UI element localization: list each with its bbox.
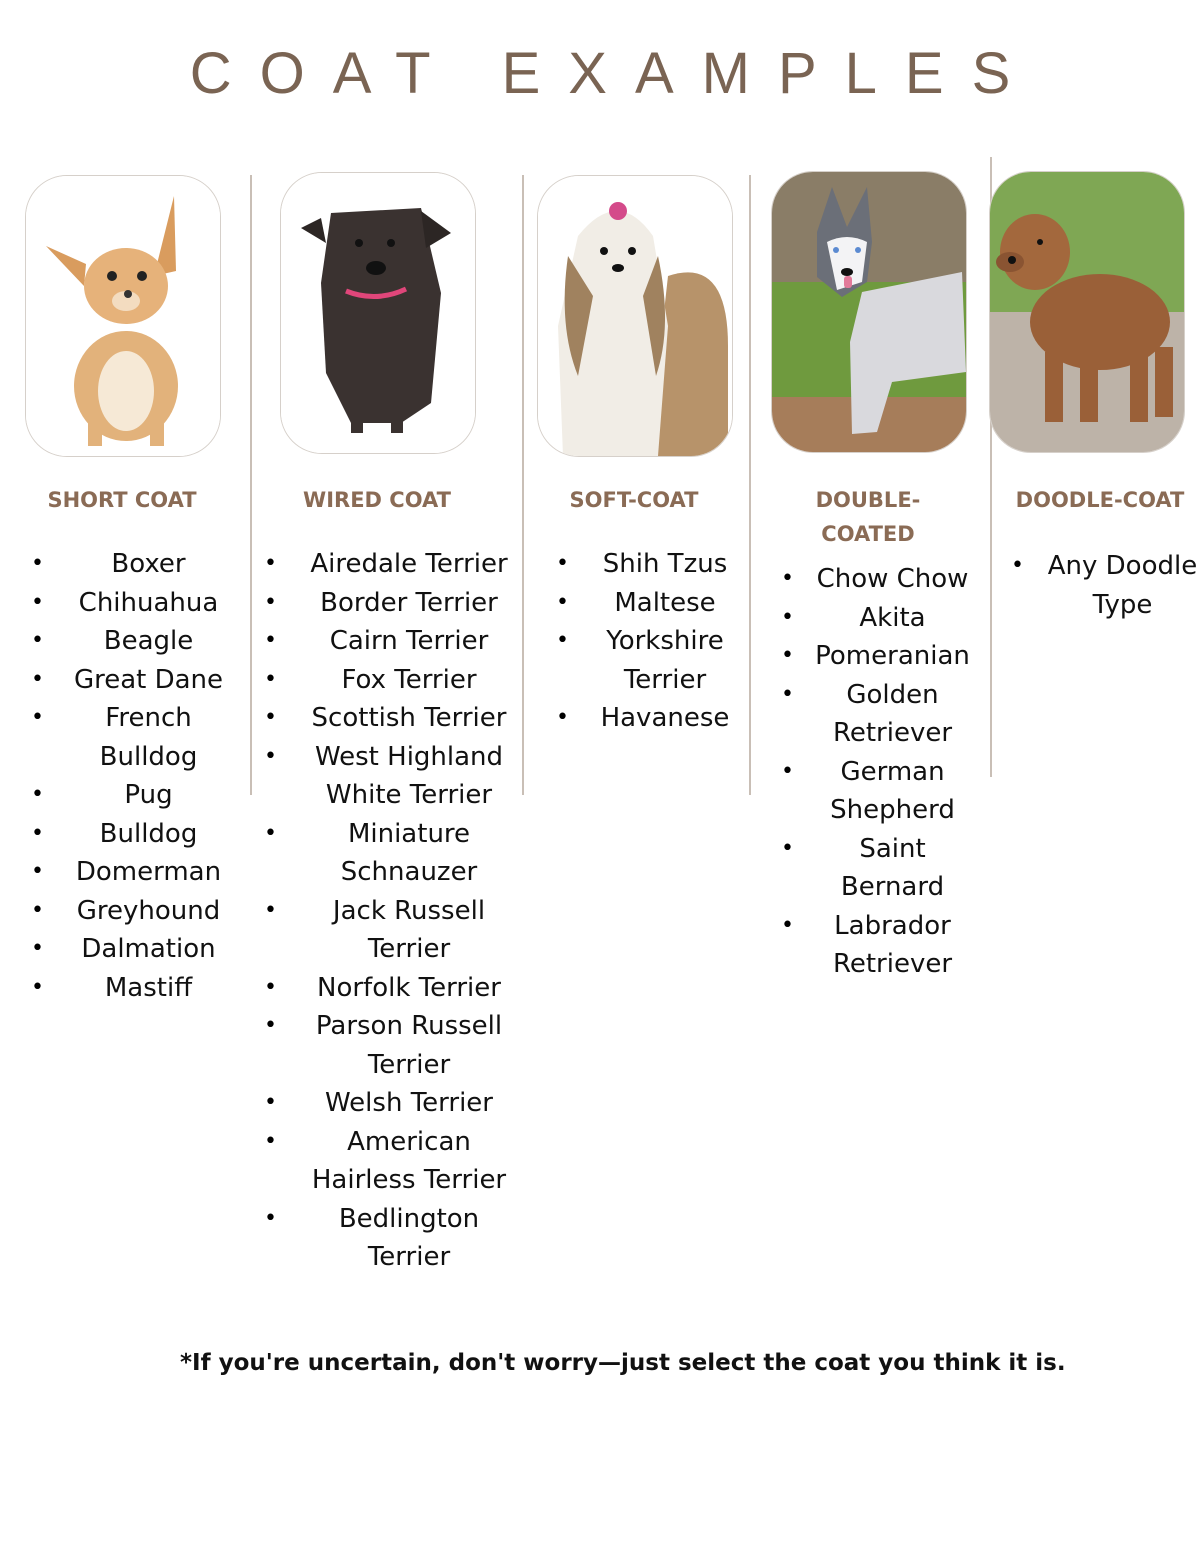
list-item: • Jack Russell Terrier [258, 892, 520, 969]
list-item: • Pug [25, 776, 230, 815]
list-item: • Any Doodle Type [1005, 547, 1200, 624]
list-item: • Golden Retriever [775, 676, 970, 753]
list-item: • Scottish Terrier [258, 699, 520, 738]
list-item: • Bedlington Terrier [258, 1200, 520, 1277]
doodle-photo [989, 171, 1185, 453]
list-item: • Akita [775, 599, 970, 638]
list-item: • Bulldog [25, 815, 230, 854]
list-item: • Chow Chow [775, 560, 970, 599]
list-item: • Norfolk Terrier [258, 969, 520, 1008]
column-heading-short-coat: SHORT COAT [47, 488, 197, 512]
husky-photo [771, 171, 967, 453]
list-item: • French Bulldog [25, 699, 230, 776]
list-item: • Cairn Terrier [258, 622, 520, 661]
list-item: • American Hairless Terrier [258, 1123, 520, 1200]
list-item: • Pomeranian [775, 637, 970, 676]
wired-coat-list [258, 545, 520, 1277]
chihuahua-photo [25, 175, 221, 457]
list-item: • Boxer [25, 545, 230, 584]
list-item: • Chihuahua [25, 584, 230, 623]
short-coat-list [25, 545, 230, 1007]
list-item: • German Shepherd [775, 753, 970, 830]
list-item: • Dalmation [25, 930, 230, 969]
double-coated-list [775, 560, 970, 984]
list-item: • Yorkshire Terrier [550, 622, 740, 699]
shih-tzu-photo [537, 175, 733, 457]
list-item: • Border Terrier [258, 584, 520, 623]
list-item: • Domerman [25, 853, 230, 892]
column-divider [522, 175, 524, 795]
list-item: • Mastiff [25, 969, 230, 1008]
list-item: • West Highland White Terrier [258, 738, 520, 815]
list-item: • Airedale Terrier [258, 545, 520, 584]
list-item: • Parson Russell Terrier [258, 1007, 520, 1084]
list-item: • Havanese [550, 699, 740, 738]
column-divider [749, 175, 751, 795]
list-item: • Beagle [25, 622, 230, 661]
column-heading-wired-coat: WIRED COAT [303, 488, 451, 512]
page-title: COAT EXAMPLES [189, 41, 1039, 106]
column-heading-double-coated: DOUBLE-COATED [815, 488, 921, 546]
list-item: • Fox Terrier [258, 661, 520, 700]
terrier-photo [280, 172, 476, 454]
column-heading-doodle-coat: DOODLE-COAT [1015, 488, 1185, 512]
list-item: • Greyhound [25, 892, 230, 931]
column-divider [250, 175, 252, 795]
list-item: • Miniature Schnauzer [258, 815, 520, 892]
list-item: • Saint Bernard [775, 830, 970, 907]
list-item: • Great Dane [25, 661, 230, 700]
footnote: *If you're uncertain, don't worry—just select the coat you think it is. [180, 1350, 1066, 1376]
list-item: • Shih Tzus [550, 545, 740, 584]
column-heading-soft-coat: SOFT-COAT [569, 488, 699, 512]
doodle-coat-list [1005, 547, 1200, 624]
list-item: • Welsh Terrier [258, 1084, 520, 1123]
list-item: • Labrador Retriever [775, 907, 970, 984]
soft-coat-list [550, 545, 740, 738]
list-item: • Maltese [550, 584, 740, 623]
